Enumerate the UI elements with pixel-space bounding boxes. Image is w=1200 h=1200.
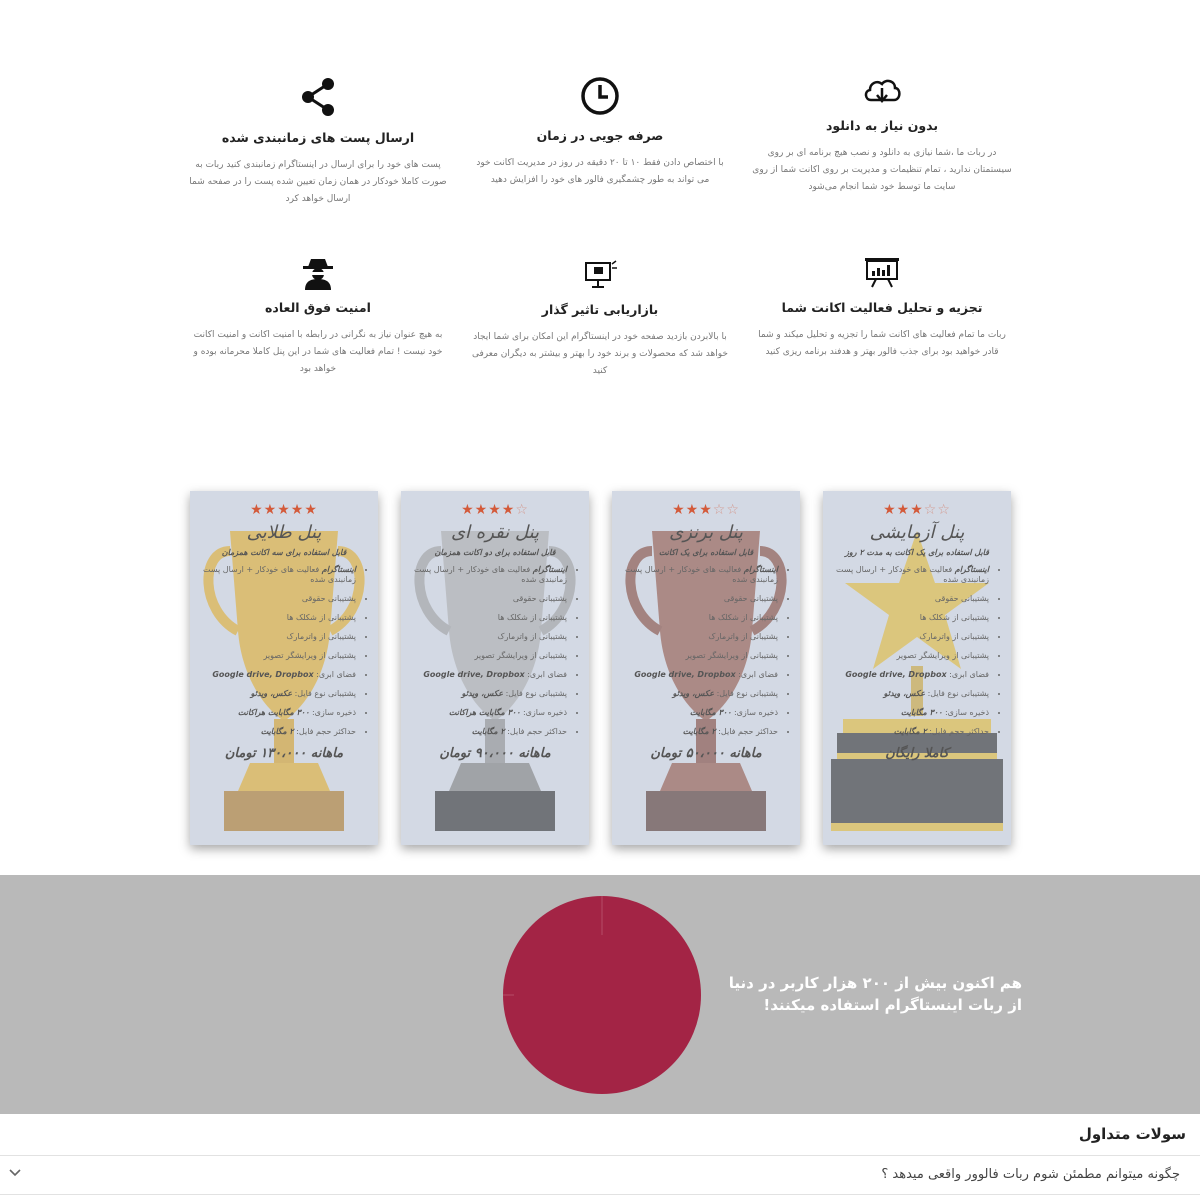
feature-label: ذخیره سازی: — [522, 708, 567, 717]
list-item: • پشتیبانی از ویرایشگر تصویر — [200, 651, 356, 661]
plan-feature-list — [411, 565, 567, 737]
feature-value: عکس، ویدئو — [883, 689, 926, 698]
list-item — [200, 670, 356, 680]
star-icon: ★ — [910, 502, 924, 518]
star-icon: ★ — [488, 502, 502, 518]
faq-question[interactable]: چگونه میتوانم مطمئن شوم ربات فالوور واقعی میدهد ؟ — [881, 1167, 1180, 1182]
feature-value: Google drive, Dropbox — [212, 670, 314, 679]
feature-value: ۲ مگابایت — [893, 727, 927, 736]
cloud-download-icon — [862, 76, 902, 108]
feature-description: پست های خود را برای ارسال در اینستاگرام زمانبندی کنید ربات به صورت کاملا خودکار در همان زمان تعیین شده پست را در صفحه شما ارسال خواهد کرد — [189, 160, 447, 204]
feature-highlight: اینستاگرام — [321, 565, 356, 574]
feature-description: در ربات ما ،شما نیازی به دانلود و نصب هیچ برنامه ای بر روی سیستمتان ندارید ، تمام تنظیمات و مدیریت بر روی اکانت شما از روی سایت ما توسط خود شما انجام می‌شود — [752, 148, 1012, 192]
star-icon: ★ — [474, 502, 489, 518]
list-item — [622, 689, 778, 699]
star-icon: ★ — [277, 502, 291, 518]
list-item — [622, 565, 778, 585]
feature-value: Google drive, Dropbox — [634, 670, 736, 679]
plan-price: ماهانه ۱۳۰،۰۰۰ تومان — [224, 746, 344, 761]
plan-price: ماهانه ۹۰،۰۰۰ تومان — [439, 746, 551, 761]
plan-title: پنل آزمایشی — [869, 522, 965, 543]
list-item — [622, 670, 778, 680]
list-item — [200, 708, 356, 718]
feature-value: ۲ مگابایت — [682, 727, 716, 736]
list-item: • پشتیبانی از ویرایشگر تصویر — [833, 651, 989, 661]
list-item: • پشتیبانی از شکلک ها — [622, 613, 778, 623]
clock-icon — [580, 76, 620, 116]
list-item — [411, 670, 567, 680]
star-outline-icon: ☆ — [937, 502, 951, 518]
plan-title: پنل برنزی — [669, 522, 743, 543]
feature-highlight: اینستاگرام — [743, 565, 778, 574]
feature-title: امنیت فوق العاده — [265, 300, 371, 315]
star-icon: ★ — [896, 502, 911, 518]
feature-label: ذخیره سازی: — [311, 708, 356, 717]
chevron-down-icon[interactable] — [8, 1168, 22, 1178]
feature-description: به هیچ عنوان نیاز به نگرانی در رابطه با امنیت اکانت و امنیت اکانت خود نیست ! تمام فعالیت های شما در این پنل کاملا محرمانه بوده و خواهد بود — [193, 330, 443, 374]
list-item: • پشتیبانی از شکلک ها — [411, 613, 567, 623]
feature-label: حداکثر حجم فایل: — [929, 727, 989, 736]
list-item — [411, 708, 567, 718]
plan-feature-list — [833, 565, 989, 737]
feature-description: با بالابردن بازدید صفحه خود در اینستاگرام این امکان برای شما ایجاد خواهد شد که محصولات و برند خود را بهتر و بیشتر به دیگران معرفی کنید — [472, 332, 728, 376]
list-item — [411, 727, 567, 737]
plan-subtitle: قابل استفاده برای دو اکانت همزمان — [434, 548, 556, 557]
feature-label: پشتیبانی نوع فایل: — [927, 689, 989, 698]
stats-line: هم اکنون بیش از ۲۰۰ هزار کاربر در دنیا — [728, 974, 1022, 992]
list-item — [833, 689, 989, 699]
feature-text: فعالیت های خودکار + ارسال پست زمانبندی شده — [836, 565, 989, 584]
analytics-icon — [863, 256, 901, 288]
feature-label: فضای ابری: — [316, 670, 356, 679]
list-item — [200, 727, 356, 737]
list-item — [411, 565, 567, 585]
star-icon: ★ — [461, 502, 475, 518]
list-item — [833, 708, 989, 718]
plan-card-bronze[interactable] — [612, 491, 800, 845]
list-item: • پشتیبانی از واترمارک — [200, 632, 356, 642]
feature-value: ۳۰۰ مگابایت هراکانت — [448, 708, 521, 717]
plan-card-silver[interactable] — [401, 491, 589, 845]
plan-subtitle: قابل استفاده برای یک اکانت به مدت ۲ روز — [845, 548, 989, 557]
feature-label: حداکثر حجم فایل: — [296, 727, 356, 736]
star-icon: ★ — [501, 502, 516, 518]
feature-label: فضای ابری: — [527, 670, 567, 679]
rating-stars — [411, 501, 579, 519]
plan-price: ماهانه ۵۰،۰۰۰ تومان — [650, 746, 762, 761]
star-icon: ★ — [685, 502, 700, 518]
feature-label: حداکثر حجم فایل: — [718, 727, 778, 736]
feature-text: فعالیت های خودکار + ارسال پست زمانبندی شده — [414, 565, 567, 584]
list-item: • پشتیبانی از شکلک ها — [833, 613, 989, 623]
star-outline-icon: ☆ — [515, 502, 529, 518]
feature-value: ۲ مگابایت — [260, 727, 294, 736]
star-icon: ★ — [699, 502, 713, 518]
list-item: • پشتیبانی از واترمارک — [622, 632, 778, 642]
list-item: • پشتیبانی حقوقی — [411, 594, 567, 604]
marketing-icon — [582, 258, 618, 288]
plan-price: کاملا رایگان — [885, 746, 949, 761]
plan-feature-list — [622, 565, 778, 737]
feature-label: پشتیبانی نوع فایل: — [294, 689, 356, 698]
list-item: • پشتیبانی از شکلک ها — [200, 613, 356, 623]
feature-value: Google drive, Dropbox — [845, 670, 947, 679]
list-item: • پشتیبانی از ویرایشگر تصویر — [411, 651, 567, 661]
plan-subtitle: قابل استفاده برای یک اکانت — [658, 548, 754, 557]
list-item: • پشتیبانی حقوقی — [833, 594, 989, 604]
share-icon — [296, 76, 340, 120]
faq-accordion-item[interactable] — [0, 1155, 1200, 1195]
plan-card-trial[interactable] — [823, 491, 1011, 845]
feature-label: ذخیره سازی: — [733, 708, 778, 717]
feature-value: ۳۰۰ مگابایت — [689, 708, 732, 717]
rating-stars — [200, 501, 368, 519]
feature-analytics — [752, 256, 1012, 361]
star-icon: ★ — [263, 502, 278, 518]
star-icon: ★ — [672, 502, 686, 518]
feature-security — [188, 256, 448, 378]
feature-label: فضای ابری: — [949, 670, 989, 679]
feature-description: ربات ما تمام فعالیت های اکانت شما را تجزیه و تحلیل میکند و شما قادر خواهید بود برای جذب فالور بهتر و هدفند برنامه ریزی کنید — [758, 330, 1006, 357]
rating-stars — [622, 501, 790, 519]
faq-title: سولات متداول — [1078, 1125, 1186, 1143]
feature-title: تجزیه و تحلیل فعالیت اکانت شما — [781, 300, 983, 315]
plan-feature-list — [200, 565, 356, 737]
feature-title: ارسال پست های زمانبندی شده — [221, 130, 415, 145]
feature-title: صرفه جویی در زمان — [536, 128, 664, 143]
stats-text — [722, 972, 1022, 1016]
feature-highlight: اینستاگرام — [954, 565, 989, 574]
feature-text: فعالیت های خودکار + ارسال پست زمانبندی شده — [203, 565, 356, 584]
list-item — [200, 565, 356, 585]
list-item: • پشتیبانی حقوقی — [200, 594, 356, 604]
list-item — [622, 727, 778, 737]
star-icon: ★ — [883, 502, 897, 518]
feature-marketing — [470, 258, 730, 380]
feature-value: ۲ مگابایت — [471, 727, 505, 736]
list-item — [200, 689, 356, 699]
plan-title: پنل نقره ای — [450, 522, 540, 543]
star-icon: ★ — [250, 502, 264, 518]
list-item — [833, 565, 989, 585]
feature-value: Google drive, Dropbox — [423, 670, 525, 679]
feature-label: ذخیره سازی: — [944, 708, 989, 717]
list-item — [411, 689, 567, 699]
star-icon: ★ — [304, 502, 318, 518]
plan-card-gold[interactable] — [190, 491, 378, 845]
feature-label: پشتیبانی نوع فایل: — [716, 689, 778, 698]
list-item: • پشتیبانی از واترمارک — [833, 632, 989, 642]
stats-section — [0, 875, 1200, 1114]
feature-title: بازاریابی تاثیر گذار — [541, 302, 659, 317]
spy-icon — [300, 256, 336, 290]
feature-highlight: اینستاگرام — [532, 565, 567, 574]
feature-scheduled-posts — [188, 76, 448, 208]
feature-title: بدون نیاز به دانلود — [825, 118, 939, 133]
list-item — [833, 670, 989, 680]
feature-text: فعالیت های خودکار + ارسال پست زمانبندی شده — [625, 565, 778, 584]
list-item — [833, 727, 989, 737]
feature-no-download — [752, 76, 1012, 196]
feature-value: ۳۰۰ مگابایت هراکانت — [237, 708, 310, 717]
star-outline-icon: ☆ — [726, 502, 740, 518]
star-outline-icon: ☆ — [712, 502, 727, 518]
stats-pie-chart — [502, 895, 702, 1095]
stats-line: از ربات اینستاگرام استفاده میکنند! — [763, 996, 1022, 1014]
plan-title: پنل طلایی — [246, 522, 322, 543]
feature-label: حداکثر حجم فایل: — [507, 727, 567, 736]
star-icon: ★ — [290, 502, 305, 518]
feature-label: پشتیبانی نوع فایل: — [505, 689, 567, 698]
rating-stars — [833, 501, 1001, 519]
star-outline-icon: ☆ — [923, 502, 938, 518]
list-item: • پشتیبانی از واترمارک — [411, 632, 567, 642]
list-item: • پشتیبانی از ویرایشگر تصویر — [622, 651, 778, 661]
feature-description: با اختصاص دادن فقط ۱۰ تا ۲۰ دقیقه در روز در مدیریت اکانت خود می تواند به طور چشمگیری فالور های خود را افزایش دهید — [476, 158, 724, 185]
feature-value: عکس، ویدئو — [461, 689, 504, 698]
feature-value: عکس، ویدئو — [250, 689, 293, 698]
feature-value: عکس، ویدئو — [672, 689, 715, 698]
list-item: • پشتیبانی حقوقی — [622, 594, 778, 604]
feature-value: ۳۰۰ مگابایت — [900, 708, 943, 717]
feature-label: فضای ابری: — [738, 670, 778, 679]
list-item — [622, 708, 778, 718]
plan-subtitle: قابل استفاده برای سه اکانت همزمان — [221, 548, 347, 557]
feature-time-saving — [470, 76, 730, 189]
